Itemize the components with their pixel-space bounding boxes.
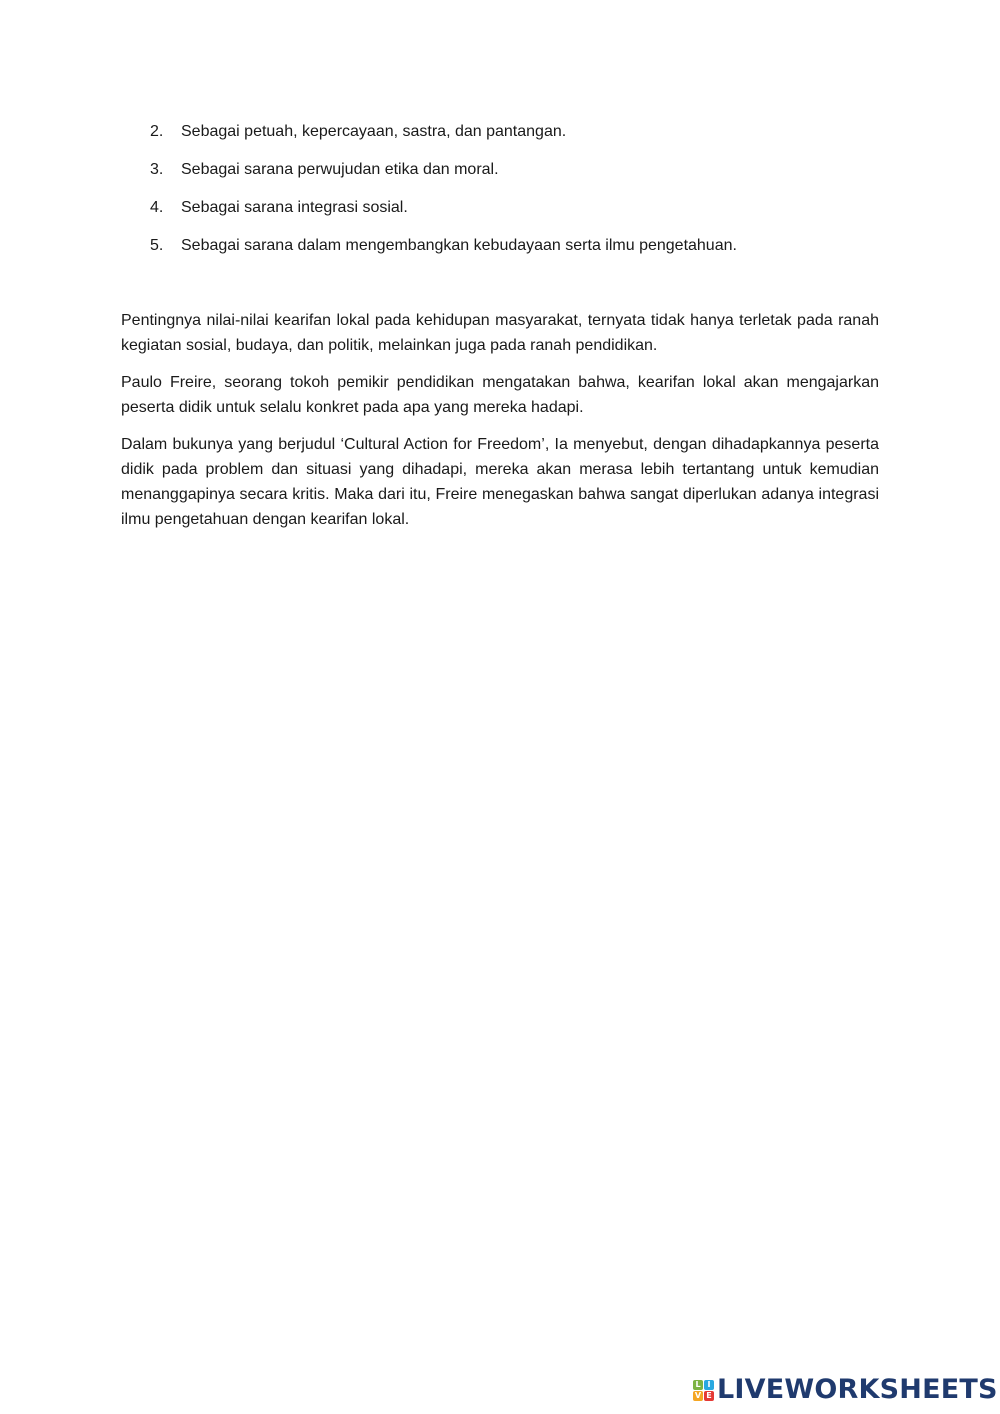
logo-letter-v: V — [694, 1390, 702, 1400]
body-text — [121, 308, 879, 544]
list-item-text: Sebagai sarana perwujudan etika dan moral. — [181, 161, 499, 178]
list-item-text: Sebagai petuah, kepercayaan, sastra, dan pantangan. — [181, 123, 567, 140]
list-item-number: 4. — [150, 199, 164, 216]
list-item — [120, 118, 880, 156]
logo-letter-l: L — [693, 1380, 703, 1390]
paragraph: Pentingnya nilai-nilai kearifan lokal pada kehidupan masyarakat, ternyata tidak hanya terletak pada ranah kegiatan sosial, budaya, dan politik, melainkan juga pada ranah pendidikan. — [121, 312, 879, 354]
list-item-number: 3. — [150, 161, 164, 178]
liveworksheets-logo — [693, 1374, 998, 1406]
list-item — [120, 156, 880, 194]
list-item — [120, 232, 880, 270]
list-item-number: 5. — [150, 237, 164, 254]
logo-letter-i: I — [704, 1380, 714, 1390]
list-item — [120, 194, 880, 232]
list-item-number: 2. — [150, 123, 164, 140]
paragraph: Paulo Freire, seorang tokoh pemikir pendidikan mengatakan bahwa, kearifan lokal akan mengajarkan peserta didik untuk selalu konkret pada apa yang mereka hadapi. — [121, 374, 879, 416]
list-item-text: Sebagai sarana integrasi sosial. — [181, 199, 408, 216]
logo-mark-icon — [693, 1380, 714, 1401]
list-item-text: Sebagai sarana dalam mengembangkan kebudayaan serta ilmu pengetahuan. — [181, 237, 737, 254]
paragraph: Dalam bukunya yang berjudul ‘Cultural Action for Freedom’, Ia menyebut, dengan dihadapkannya peserta didik pada problem dan situasi yang dihadapi, mereka akan merasa lebih tertantang untuk kemudian menanggapinya secara kritis. Maka dari itu, Freire menegaskan bahwa sangat diperlukan adanya integrasi ilmu pengetahuan dengan kearifan lokal. — [121, 436, 879, 528]
logo-text: LIVEWORKSHEETS — [717, 1374, 998, 1405]
logo-letter-e: E — [704, 1391, 714, 1401]
numbered-list — [120, 118, 880, 270]
